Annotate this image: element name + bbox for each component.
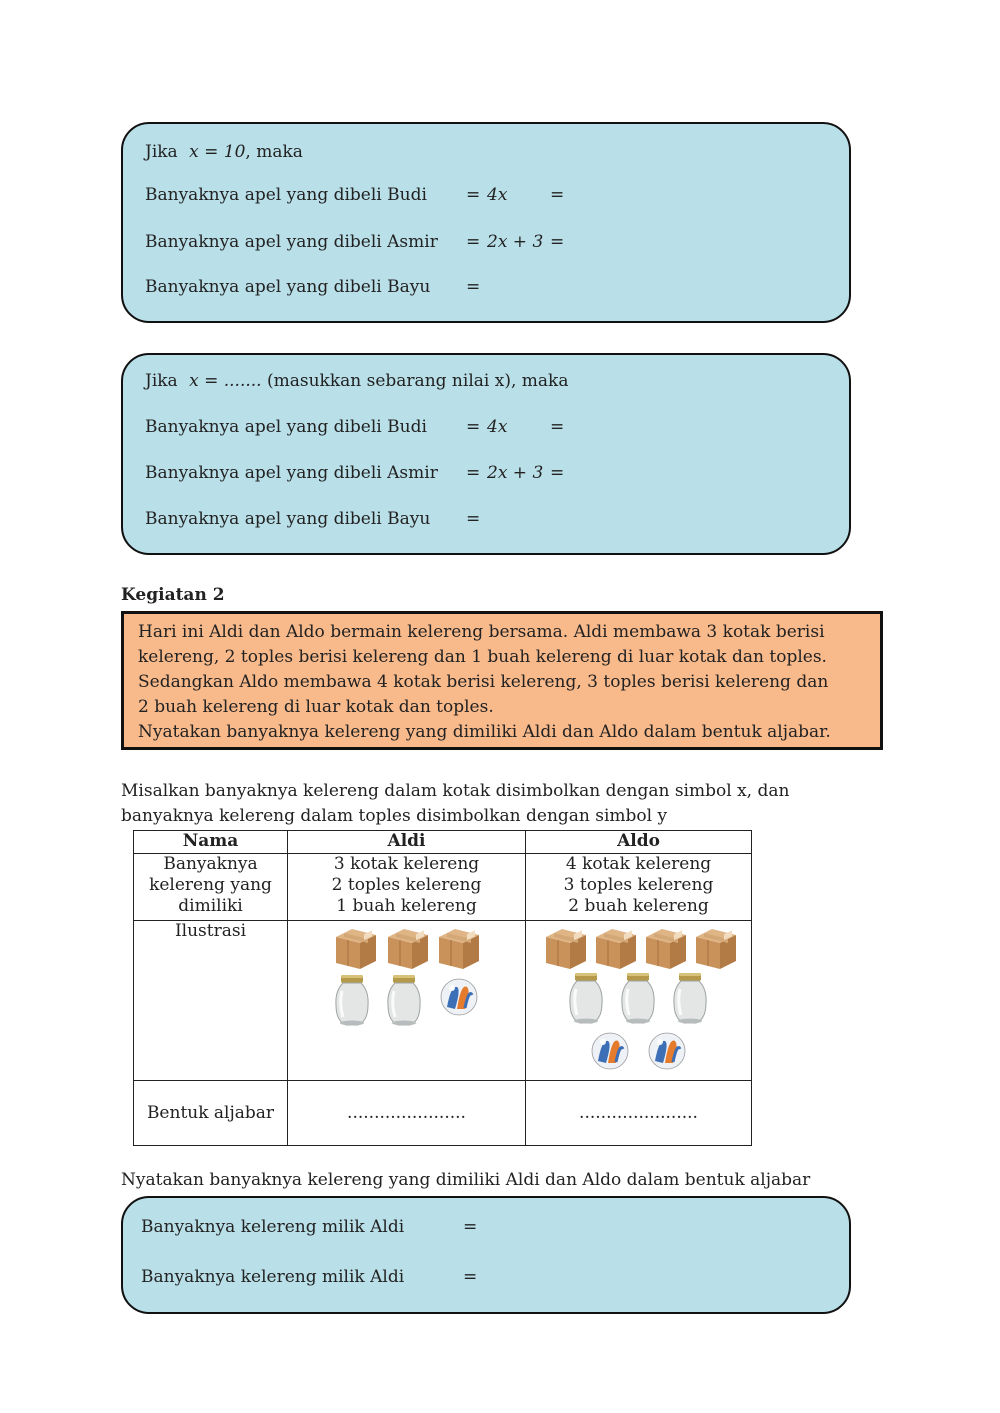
equals-sign: = [466, 463, 481, 483]
aldi-item: 3 kotak kelereng [333, 854, 480, 874]
marble-icon [439, 977, 479, 1017]
aldi-item: 2 toples kelereng [331, 875, 482, 895]
label-bayu: Banyaknya apel yang dibeli Bayu [145, 509, 431, 529]
section-heading: Kegiatan 2 [121, 585, 225, 605]
label-aldi-marbles: Banyaknya kelereng milik Aldi [141, 1267, 405, 1287]
box-icon [692, 925, 738, 971]
marble-icon [647, 1031, 687, 1071]
aldo-illustration-cell [526, 921, 752, 1081]
header-aldi: Aldi [288, 831, 526, 854]
equals-sign: = [466, 232, 481, 252]
aldo-item: 2 buah kelereng [568, 896, 709, 916]
expr-asmir: 2x + 3 [487, 463, 544, 483]
answer-box-2 [121, 353, 851, 555]
story-box [121, 611, 883, 750]
jar-icon [618, 971, 658, 1025]
aldo-illustration [526, 921, 751, 1080]
aldi-item: 1 buah kelereng [336, 896, 477, 916]
equals-sign: = [463, 1267, 478, 1287]
equals-sign: = [466, 509, 481, 529]
box-icon [435, 925, 481, 971]
expr-budi: 4x [487, 417, 508, 437]
label-asmir: Banyaknya apel yang dibeli Asmir [145, 463, 438, 483]
answer-box-3 [121, 1196, 851, 1314]
aldi-illustration [288, 921, 525, 1080]
answer-box-1 [121, 122, 851, 323]
aldo-item: 4 kotak kelereng [565, 854, 712, 874]
intro-line [145, 142, 303, 162]
closing-instruction: Nyatakan banyaknya kelereng yang dimiliki Aldi dan Aldo dalam bentuk aljabar [121, 1170, 811, 1190]
story-line: Nyatakan banyaknya kelereng yang dimiliki Aldi dan Aldo dalam bentuk aljabar. [138, 722, 831, 742]
intro-suffix: (masukkan sebarang nilai x), maka [261, 371, 569, 391]
marble-icon [590, 1031, 630, 1071]
intro-prefix: Jika [145, 142, 178, 162]
expr-budi: 4x [487, 185, 508, 205]
row-label-illustration: Ilustrasi [134, 921, 288, 1081]
equals-sign: = [550, 232, 565, 252]
row-label-owned [134, 854, 288, 921]
equals-sign: = [550, 185, 565, 205]
aldi-algebra-blank[interactable]: ...................... [288, 1081, 526, 1146]
header-nama: Nama [134, 831, 288, 854]
row-label-algebra: Bentuk aljabar [134, 1081, 288, 1146]
equals-sign: = [550, 463, 565, 483]
intro-math: x = ....... [189, 371, 262, 391]
equals-sign: = [466, 277, 481, 297]
box-icon [384, 925, 430, 971]
jar-icon [332, 973, 372, 1027]
story-line: Sedangkan Aldo membawa 4 kotak berisi kelereng, 3 toples berisi kelereng dan [138, 672, 829, 692]
label-aldi-marbles: Banyaknya kelereng milik Aldi [141, 1217, 405, 1237]
aldo-items-cell [526, 854, 752, 921]
story-line: kelereng, 2 toples berisi kelereng dan 1 buah kelereng di luar kotak dan toples. [138, 647, 827, 667]
box-icon [592, 925, 638, 971]
intro-prefix: Jika [145, 371, 178, 391]
label-bayu: Banyaknya apel yang dibeli Bayu [145, 277, 431, 297]
row-label-line: Banyaknya [163, 854, 258, 874]
label-budi: Banyaknya apel yang dibeli Budi [145, 185, 427, 205]
box-icon [332, 925, 378, 971]
label-asmir: Banyaknya apel yang dibeli Asmir [145, 232, 438, 252]
jar-icon [384, 973, 424, 1027]
aldi-items-cell [288, 854, 526, 921]
story-line: Hari ini Aldi dan Aldo bermain kelereng bersama. Aldi membawa 3 kotak berisi [138, 622, 825, 642]
aldo-algebra-blank[interactable]: ...................... [526, 1081, 752, 1146]
intro-suffix: , maka [245, 142, 303, 162]
assumption-paragraph [121, 779, 861, 829]
equals-sign: = [466, 185, 481, 205]
box-icon [642, 925, 688, 971]
assumption-line: banyaknya kelereng dalam toples disimbolkan dengan simbol y [121, 806, 668, 826]
marble-table [133, 830, 752, 1146]
box-icon [542, 925, 588, 971]
equals-sign: = [466, 417, 481, 437]
intro-line [145, 371, 568, 391]
aldi-illustration-cell [288, 921, 526, 1081]
expr-asmir: 2x + 3 [487, 232, 544, 252]
label-budi: Banyaknya apel yang dibeli Budi [145, 417, 427, 437]
story-line: 2 buah kelereng di luar kotak dan toples. [138, 697, 494, 717]
equals-sign: = [463, 1217, 478, 1237]
row-label-line: kelereng yang [149, 875, 272, 895]
row-label-line: dimiliki [178, 896, 243, 916]
assumption-line: Misalkan banyaknya kelereng dalam kotak disimbolkan dengan simbol x, dan [121, 781, 790, 801]
jar-icon [566, 971, 606, 1025]
header-aldo: Aldo [526, 831, 752, 854]
intro-math: x = 10 [189, 142, 246, 162]
aldo-item: 3 toples kelereng [563, 875, 714, 895]
equals-sign: = [550, 417, 565, 437]
jar-icon [670, 971, 710, 1025]
